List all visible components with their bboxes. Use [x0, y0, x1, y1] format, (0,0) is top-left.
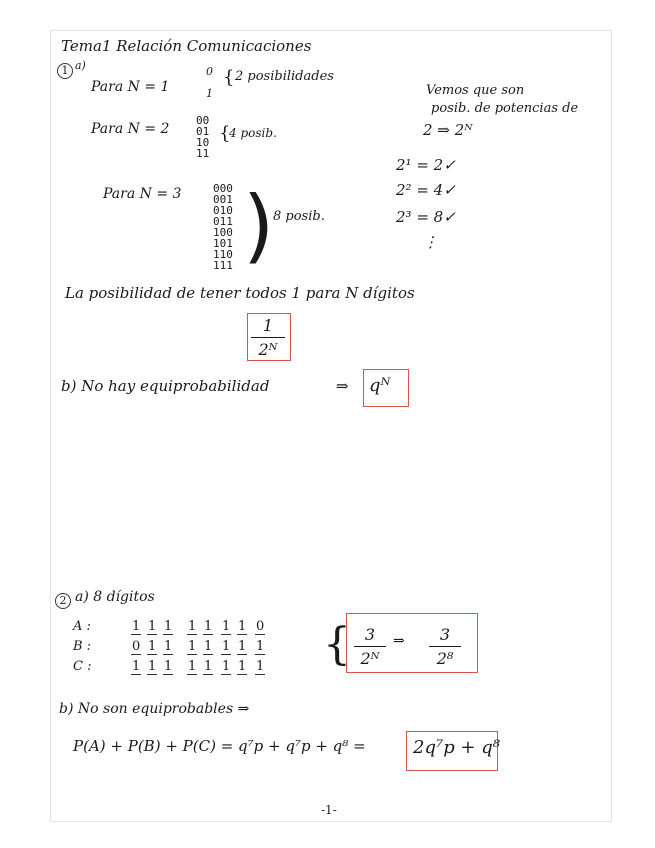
denominator: 2ᴺ: [258, 340, 278, 359]
denominator: 2ᴺ: [360, 649, 380, 668]
digit: 1: [148, 659, 157, 674]
digit: 1: [148, 639, 157, 654]
page-number: -1-: [321, 803, 337, 817]
case-label: Para N = 2: [91, 121, 170, 137]
outcome: 010: [213, 204, 233, 217]
implies-arrow: ⇒: [336, 377, 349, 395]
handwritten-page: [50, 30, 612, 822]
brace: {: [223, 67, 235, 88]
brace: {: [323, 619, 351, 670]
digit: 1: [188, 619, 197, 634]
case-label: Para N = 1: [91, 79, 170, 95]
row-label: C :: [73, 659, 92, 674]
check-line: 2² = 4✓: [396, 181, 456, 199]
brace: ): [243, 179, 275, 272]
answer-fraction: [251, 316, 285, 359]
check-line: 2¹ = 2✓: [396, 156, 456, 174]
count-label: 8 posib.: [273, 209, 325, 224]
digit: 1: [164, 619, 173, 634]
digit: 1: [222, 619, 231, 634]
count-label: 4 posib.: [229, 126, 277, 140]
row-label: A :: [73, 619, 91, 634]
count-label: 2 posibilidades: [235, 69, 334, 84]
digit: 1: [238, 659, 247, 674]
exercise-number: 1: [57, 63, 73, 79]
digit: 1: [222, 659, 231, 674]
outcome: 10: [196, 136, 210, 149]
digit: 1: [132, 659, 141, 674]
page-title: Tema1 Relación Comunicaciones: [61, 37, 312, 55]
conclusion-text: La posibilidad de tener todos 1 para N dígitos: [65, 284, 415, 302]
outcome: 001: [213, 193, 233, 206]
equation: P(A) + P(B) + P(C) = q⁷p + q⁷p + q⁸ =: [73, 737, 366, 755]
outcome: 100: [213, 226, 233, 239]
numerator: 3: [439, 625, 451, 644]
exercise-number: 2: [55, 593, 71, 609]
digit: 1: [204, 619, 213, 634]
outcome: 0: [206, 65, 213, 78]
digit: 1: [188, 659, 197, 674]
digit: 1: [222, 639, 231, 654]
outcome: 101: [213, 237, 233, 250]
digit: 1: [204, 639, 213, 654]
fraction: [429, 625, 461, 668]
digit: 1: [256, 639, 265, 654]
digit: 1: [256, 659, 265, 674]
brace: {: [219, 123, 231, 144]
numerator: 1: [262, 316, 274, 335]
digit: 1: [188, 639, 197, 654]
outcome: 00: [196, 114, 210, 127]
digit: 1: [238, 619, 247, 634]
implies-arrow: ⇒: [393, 633, 405, 649]
digit: 0: [132, 639, 141, 654]
answer-b: 2q⁷p + q⁸: [413, 737, 500, 758]
note-line: posib. de potencias de: [431, 101, 579, 116]
part-label: a): [75, 59, 86, 72]
check-line: ⋮: [423, 233, 438, 251]
digit: 1: [164, 659, 173, 674]
outcome: 1: [206, 87, 213, 100]
outcome: 11: [196, 147, 210, 160]
denominator: 2⁸: [436, 649, 454, 668]
row-label: B :: [73, 639, 92, 654]
fraction: [354, 625, 386, 668]
outcome: 110: [213, 248, 233, 261]
digit: 1: [204, 659, 213, 674]
check-line: 2³ = 8✓: [396, 208, 456, 226]
digit: 1: [132, 619, 141, 634]
part-label: a) 8 dígitos: [75, 589, 155, 605]
outcome: 000: [213, 182, 233, 195]
digit: 1: [164, 639, 173, 654]
numerator: 3: [364, 625, 376, 644]
digit: 0: [256, 619, 265, 634]
outcome: 011: [213, 215, 233, 228]
case-label: Para N = 3: [103, 186, 182, 202]
note-line: 2 ⇒ 2ᴺ: [423, 121, 473, 139]
answer-b: qᴺ: [369, 375, 391, 396]
digit: 1: [148, 619, 157, 634]
digit: 1: [238, 639, 247, 654]
part-b-text: b) No hay equiprobabilidad: [61, 377, 270, 395]
part-b-text: b) No son equiprobables ⇒: [59, 701, 250, 717]
outcome: 01: [196, 125, 210, 138]
note-line: Vemos que son: [426, 83, 525, 98]
outcome: 111: [213, 259, 233, 272]
